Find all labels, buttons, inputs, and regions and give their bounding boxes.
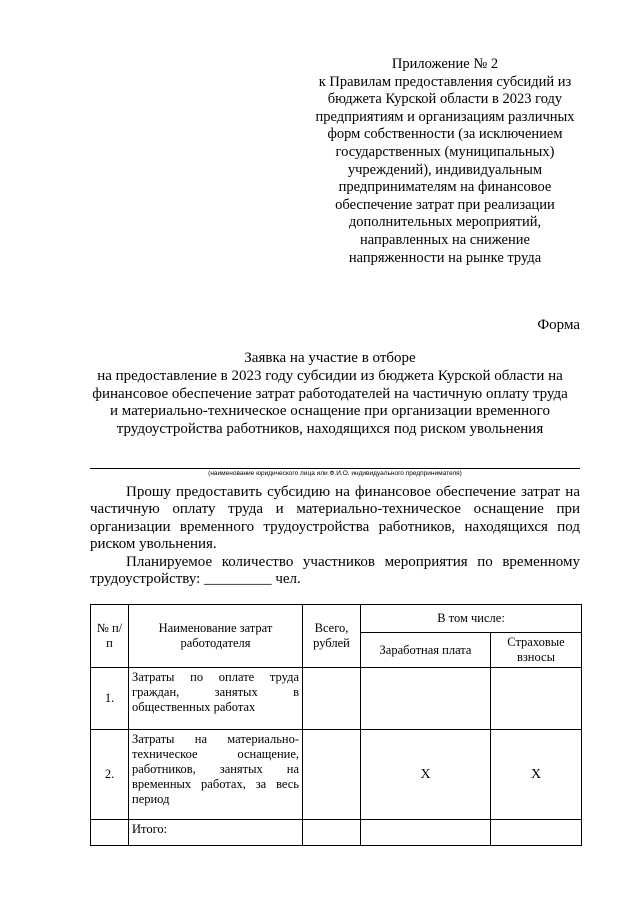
row-num xyxy=(91,820,129,846)
appendix-header xyxy=(295,56,595,267)
row-name: Итого: xyxy=(129,820,303,846)
table-row xyxy=(91,668,582,730)
request-paragraph xyxy=(90,484,580,554)
appendix-line: напряженности на рынке труда xyxy=(348,249,542,266)
document-title xyxy=(80,350,580,439)
appendix-line: направленных на снижение xyxy=(360,231,530,248)
row-salary[interactable] xyxy=(361,820,491,846)
row-total[interactable] xyxy=(303,668,361,730)
row-insurance[interactable] xyxy=(491,820,582,846)
appendix-line: обеспечение затрат при реализации xyxy=(335,196,555,213)
appendix-line: дополнительных мероприятий, xyxy=(348,214,542,231)
row-num: 2. xyxy=(91,730,129,820)
header-num: № п/п xyxy=(91,605,129,668)
table-row xyxy=(91,820,582,846)
title-line: на предоставление в 2023 году субсидии из бюджета Курской области на xyxy=(97,367,563,384)
header-name: Наименование затрат работодателя xyxy=(129,605,303,668)
row-total[interactable] xyxy=(303,820,361,846)
row-total[interactable] xyxy=(303,730,361,820)
row-insurance[interactable] xyxy=(491,668,582,730)
row-name: Затраты по оплате труда граждан, занятых в общественных работах xyxy=(129,668,303,730)
appendix-line: предприятиям и организациям различных xyxy=(315,108,575,125)
appendix-line: форм собственности (за исключением xyxy=(327,126,563,143)
row-salary: Х xyxy=(361,730,491,820)
costs-table xyxy=(90,604,582,846)
title-line: трудоустройства работников, находящихся под риском увольнения xyxy=(116,421,544,438)
row-name: Затраты на материально-техническое оснащение, работников, занятых на временных работах, за весь период xyxy=(129,730,303,820)
header-total: Всего, рублей xyxy=(303,605,361,668)
row-salary[interactable] xyxy=(361,668,491,730)
title-line: финансовое обеспечение затрат работодателей на частичную оплату труда xyxy=(92,385,568,402)
appendix-line: государственных (муниципальных) xyxy=(335,143,555,160)
appendix-line: бюджета Курской области в 2023 году xyxy=(327,91,563,108)
header-including: В том числе: xyxy=(361,605,582,633)
table-row xyxy=(91,730,582,820)
participants-count-field[interactable]: трудоустройству: _________ чел. xyxy=(90,571,301,588)
paragraph-line: риском увольнения. xyxy=(90,536,217,553)
paragraph-line: организации временного трудоустройства работников, находящихся под xyxy=(90,518,580,535)
paragraph-line: Прошу предоставить субсидию на финансовое обеспечение затрат на xyxy=(126,484,580,500)
form-label: Форма xyxy=(537,317,580,333)
appendix-line: к Правилам предоставления субсидий из xyxy=(318,73,572,90)
row-insurance: Х xyxy=(491,730,582,820)
title-line: Заявка на участие в отборе xyxy=(244,350,416,366)
participants-paragraph xyxy=(90,554,580,589)
paragraph-line: Планируемое количество участников мероприятия по временному xyxy=(126,554,580,570)
appendix-line: учреждений), индивидуальным xyxy=(347,161,543,178)
header-salary: Заработная плата xyxy=(361,633,491,668)
applicant-name-caption: (наименование юридического лица или Ф.И.О. индивидуального предпринимателя) xyxy=(208,470,462,477)
row-num: 1. xyxy=(91,668,129,730)
appendix-line: Приложение № 2 xyxy=(391,56,499,72)
header-insurance: Страховые взносы xyxy=(491,633,582,668)
applicant-name-blank[interactable] xyxy=(90,468,580,469)
title-line: и материально-техническое оснащение при организации временного xyxy=(110,403,550,420)
appendix-line: предпринимателям на финансовое xyxy=(338,179,552,196)
paragraph-line: частичную оплату труда и материально-техническое оснащение при xyxy=(90,501,580,518)
